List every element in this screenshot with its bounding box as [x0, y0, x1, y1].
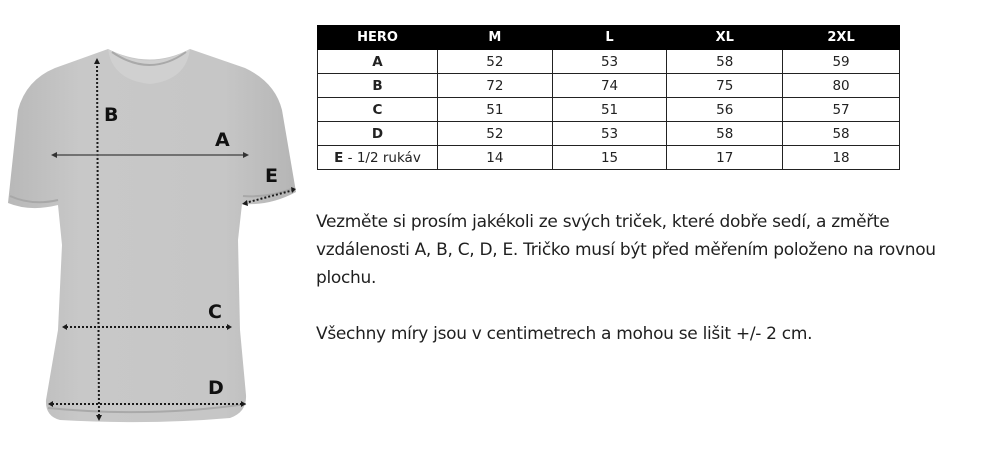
- label-e: E: [265, 165, 278, 187]
- table-cell: 17: [667, 146, 783, 170]
- table-row: [318, 122, 900, 146]
- table-cell: 18: [783, 146, 900, 170]
- row-label: [318, 98, 438, 122]
- table-row: [318, 50, 900, 74]
- header-2xl: 2XL: [783, 26, 900, 50]
- table-cell: 58: [783, 122, 900, 146]
- row-label: [318, 122, 438, 146]
- row-label-text: C: [372, 101, 383, 118]
- instructions-paragraph-2: Všechny míry jsou v centimetrech a mohou se lišit +/- 2 cm.: [316, 324, 813, 344]
- header-l: L: [552, 26, 667, 50]
- row-label: [318, 50, 438, 74]
- table-cell: 52: [437, 50, 552, 74]
- table-cell: 74: [552, 74, 667, 98]
- tshirt-diagram: [0, 0, 300, 450]
- measurement-instructions: [316, 208, 936, 348]
- label-b: B: [104, 104, 119, 126]
- row-label-text: B: [372, 77, 383, 94]
- table-cell: 59: [783, 50, 900, 74]
- instructions-paragraph-1: Vezměte si prosím jakékoli ze svých triček, které dobře sedí, a změřte vzdálenosti A, B, C, D, E. Tričko musí být před měřením položeno na rovnou plochu.: [316, 212, 936, 288]
- table-cell: 51: [552, 98, 667, 122]
- table-row: [318, 98, 900, 122]
- label-d: D: [208, 377, 224, 399]
- table-cell: 80: [783, 74, 900, 98]
- table-cell: 14: [437, 146, 552, 170]
- table-cell: 53: [552, 122, 667, 146]
- row-label-text: D: [371, 125, 384, 142]
- table-cell: 75: [667, 74, 783, 98]
- row-label-text: E: [334, 149, 344, 166]
- table-cell: 56: [667, 98, 783, 122]
- header-m: M: [437, 26, 552, 50]
- row-label-suffix: - 1/2 rukáv: [343, 149, 421, 166]
- table-cell: 15: [552, 146, 667, 170]
- row-label-text: A: [372, 53, 383, 70]
- header-hero: HERO: [318, 26, 438, 50]
- table-row: [318, 146, 900, 170]
- table-cell: 57: [783, 98, 900, 122]
- label-a: A: [215, 129, 230, 151]
- table-cell: 52: [437, 122, 552, 146]
- size-table: [317, 25, 900, 170]
- label-c: C: [208, 301, 222, 323]
- table-row: [318, 74, 900, 98]
- table-header-row: [318, 26, 900, 50]
- tshirt-illustration: [0, 0, 300, 450]
- table-cell: 58: [667, 50, 783, 74]
- table-cell: 72: [437, 74, 552, 98]
- table-cell: 51: [437, 98, 552, 122]
- table-cell: 58: [667, 122, 783, 146]
- row-label: [318, 74, 438, 98]
- header-xl: XL: [667, 26, 783, 50]
- table-cell: 53: [552, 50, 667, 74]
- row-label: [318, 146, 438, 170]
